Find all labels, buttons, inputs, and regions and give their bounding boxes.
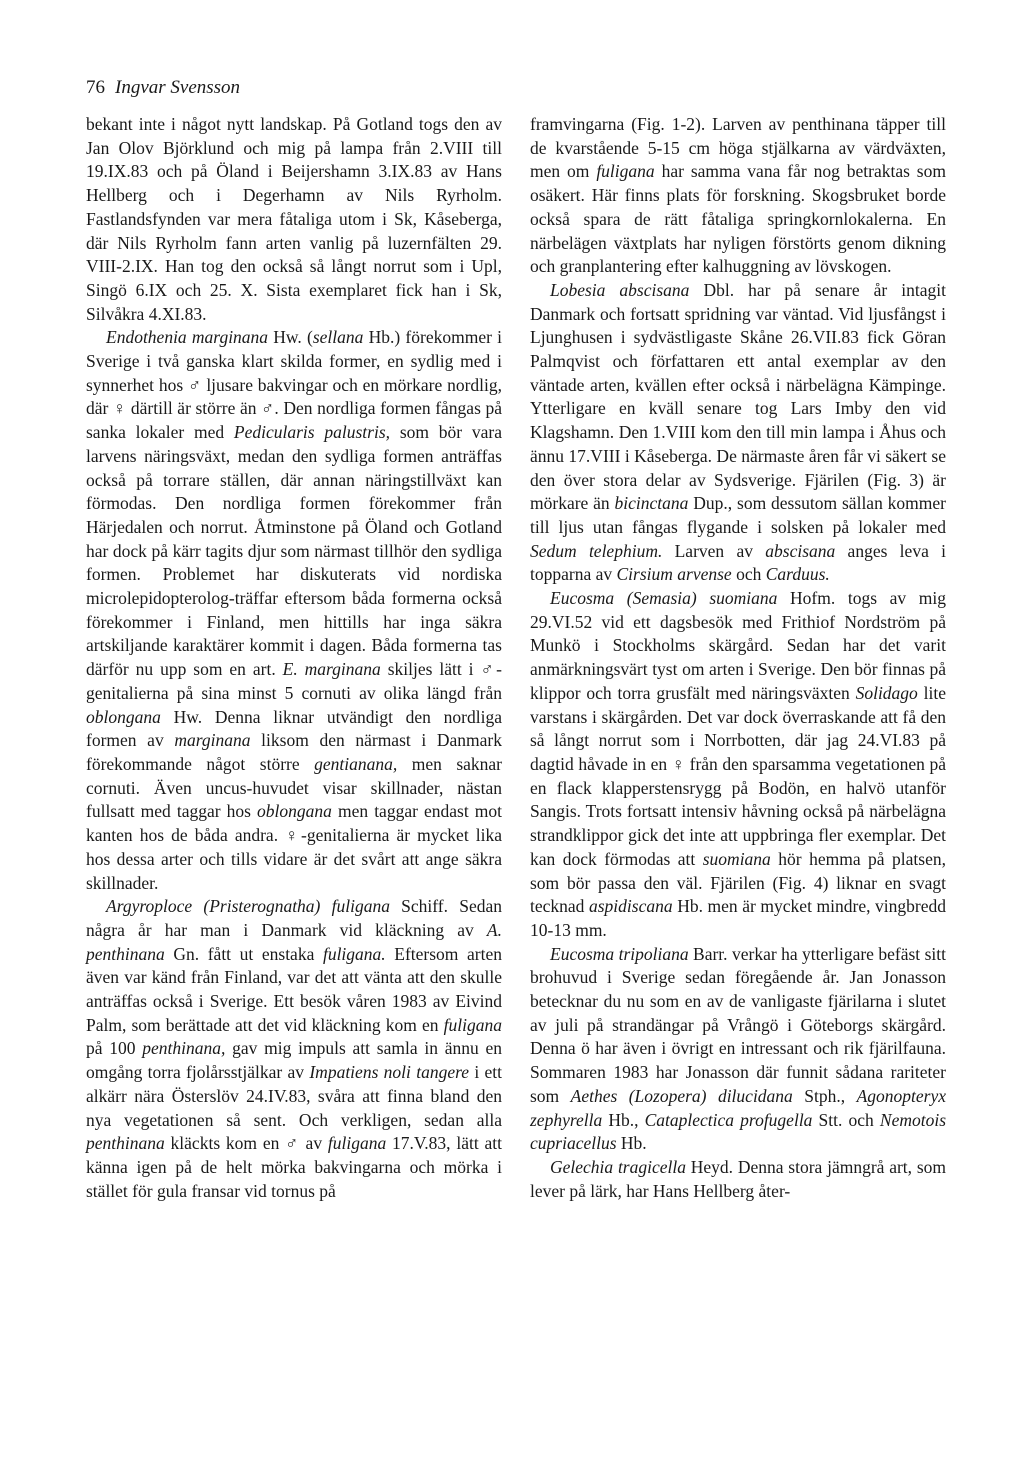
species-name: Endothenia marginana	[106, 327, 269, 348]
paragraph-lobesia: Lobesia abscisana Dbl. har på senare år intagit Danmark och fortsatt spridning var väntad. Vid ljusfångst i Ljunghusen i sydvästligaste Skåne 26.VII.83 fick Göran Palmqvist och författaren ett antal exemplar av den väntade arten, kvällen efter också i närbelägna Kämpinge. Ytterligare en kväll senare tog Lars Imby den vid Klagshamn. Den 1.VIII kom den till min lampa i Åhus och ännu 17.VIII i Kåseberga. De närmaste åren får vi säkert se den över stora delar av Sydsverige. Fjärilen (Fig. 3) är mörkare än bicinctana Dup., som dessutom sällan kommer till ljus utan fångas flygande i solsken på lokaler med Sedum telephium. Larven av abscisana anges leva i topparna av Cirsium arvense och Carduus.	[530, 279, 946, 585]
page-number: 76	[86, 77, 105, 98]
species-name: Argyroploce (Pristerognatha) fuligana	[106, 896, 390, 917]
paragraph: bekant inte i något nytt landskap. På Gotland togs den av Jan Olov Björklund och mig på lampa från 2.VIII till 19.IX.83 och på Öland i Beijershamn 3.IX.83 av Hans Hellberg och i Degerhamn av Nils Ryrholm. Fastlandsfynden var mera fåtaliga utom i Sk, Kåseberga, där Nils Ryrholm fann arten vanlig på luzernfälten 29. VIII-2.IX. Han tog den också så långt norrut som i Upl, Singö 6.IX och 25. X. Sista exemplaret fick han i Sk, Silvåkra 4.XI.83.	[86, 114, 502, 324]
species-name: Eucosma (Semasia) suomiana	[550, 588, 778, 609]
paragraph-gelechia: Gelechia tragicella Heyd. Denna stora jämngrå art, som lever på lärk, har Hans Hellberg åter-	[530, 1156, 946, 1201]
paragraph: framvingarna (Fig. 1-2). Larven av penthinana täpper till de kvarstående 5-15 cm höga stjälkarna av värdväxten, men om fuligana har samma vana får nog betraktas som osäkert. Här finns plats för forskning. Skogsbruket borde också spara de rätt fåtaliga springkornlokalerna. En närbelägen växtplats har nyligen förstörts genom dikning och granplantering efter kalhuggning av lövskogen.	[530, 114, 946, 277]
species-name: Lobesia abscisana	[550, 279, 690, 300]
running-author: Ingvar Svensson	[115, 77, 241, 98]
left-column	[86, 113, 502, 1203]
paragraph-endothenia: Endothenia marginana Hw. (sellana Hb.) förekommer i Sverige i två ganska klart skilda former, en sydlig med i synnerhet hos ♂ ljusare bakvingar och en mörkare nordlig, där ♀ därtill är större än ♂. Den nordliga formen fångas på sanka lokaler med Pedicularis palustris, som bör vara larvens näringsväxt, medan den sydliga formen anträffas också på torrare ställen, där annan näringstillväxt kan förmodas. Den nordliga formen förekommer från Härjedalen och norrut. Åtminstone på Öland och Gotland har dock på kärr tagits djur som närmast tillhör den sydliga formen. Problemet har diskuterats vid nordiska microlepidopterolog-träffar eftersom båda formerna också förekommer i Finland, men hittills har inga säkra artskiljande karaktärer kommit i dagen. Båda formerna tas därför nu upp som en art. E. marginana skiljes lätt i ♂-genitalierna på sina minst 5 cornuti av olika längd från oblongana Hw. Denna liknar utvändigt den nordliga formen av marginana liksom den närmast i Danmark förekommande något större gentianana, men saknar cornuti. Även uncus-huvudet visar skillnader, nästan fullsatt med taggar hos oblongana men taggar endast mot kanten hos de båda andra. ♀-genitalierna är mycket lika hos dessa arter och tills vidare är det svårt att ange säkra skillnader.	[86, 327, 502, 893]
paragraph-eucosma-suomiana: Eucosma (Semasia) suomiana Hofm. togs av mig 29.VI.52 vid ett dagsbesök med Frithiof Nordström på Munkö i Stockholms skärgård. Sedan har det varit anmärkningsvärt tyst om arten i Sverige. Den bör finnas på klippor och torra grusfält med näringsväxten Solidago lite varstans i skärgården. Det var dock överraskande att få den så långt norrut som i Norrbotten, där jag 24.VI.83 på dagtid håvade in en ♀ från den sparsamma vegetationen på en flack klapperstensrygg på Bodön, en halvö utanför Sangis. Trots fortsatt intensiv håvning också på närbelägna strandklippor gick det inte att uppbringa fler exemplar. Det kan dock förmodas att suomiana hör hemma på platsen, som bör passa den väl. Fjärilen (Fig. 4) liknar en svagt tecknad aspidiscana Hb. men är mycket mindre, vingbredd 10-13 mm.	[530, 588, 947, 940]
species-name: Gelechia tragicella	[550, 1156, 686, 1177]
right-column	[530, 113, 946, 1203]
paragraph-argyroploce: Argyroploce (Pristerognatha) fuligana Schiff. Sedan några år har man i Danmark vid kläckning av A. penthinana Gn. fått ut enstaka fuligana. Eftersom arten även var känd från Finland, var det att vänta att den skulle anträffas också i Sverige. Ett besök våren 1983 av Eivind Palm, som berättade att det vid kläckning kom en fuligana på 100 penthinana, gav mig impuls att samla in ännu en omgång torra fjolårsstjälkar av Impatiens noli tangere i ett alkärr nära Österslöv 24.IV.83, svåra att finna bland den nya vegetationen så sent. Och verkligen, sedan alla penthinana kläckts kom en ♂ av fuligana 17.V.83, lätt att känna igen på de helt mörka bakvingarna och mörka i stället för gula fransar vid tornus på	[86, 896, 503, 1201]
species-name: Eucosma tripoliana	[550, 943, 689, 964]
running-header	[86, 76, 240, 100]
paragraph-eucosma-tripoliana: Eucosma tripoliana Barr. verkar ha ytterligare befäst sitt brohuvud i Sverige sedan föregående år. Jan Jonasson betecknar du nu som en av de vanligaste fjärilarna i slutet av juli på strandängar på Vrångö i Göteborgs skärgård. Denna ö har även i övrigt en intressant och rik fjärilfauna. Sommaren 1983 har Jonasson där funnit sådana rariteter som Aethes (Lozopera) dilucidana Stph., Agonopteryx zephyrella Hb., Cataplectica profugella Stt. och Nemotois cupriacellus Hb.	[530, 943, 947, 1154]
